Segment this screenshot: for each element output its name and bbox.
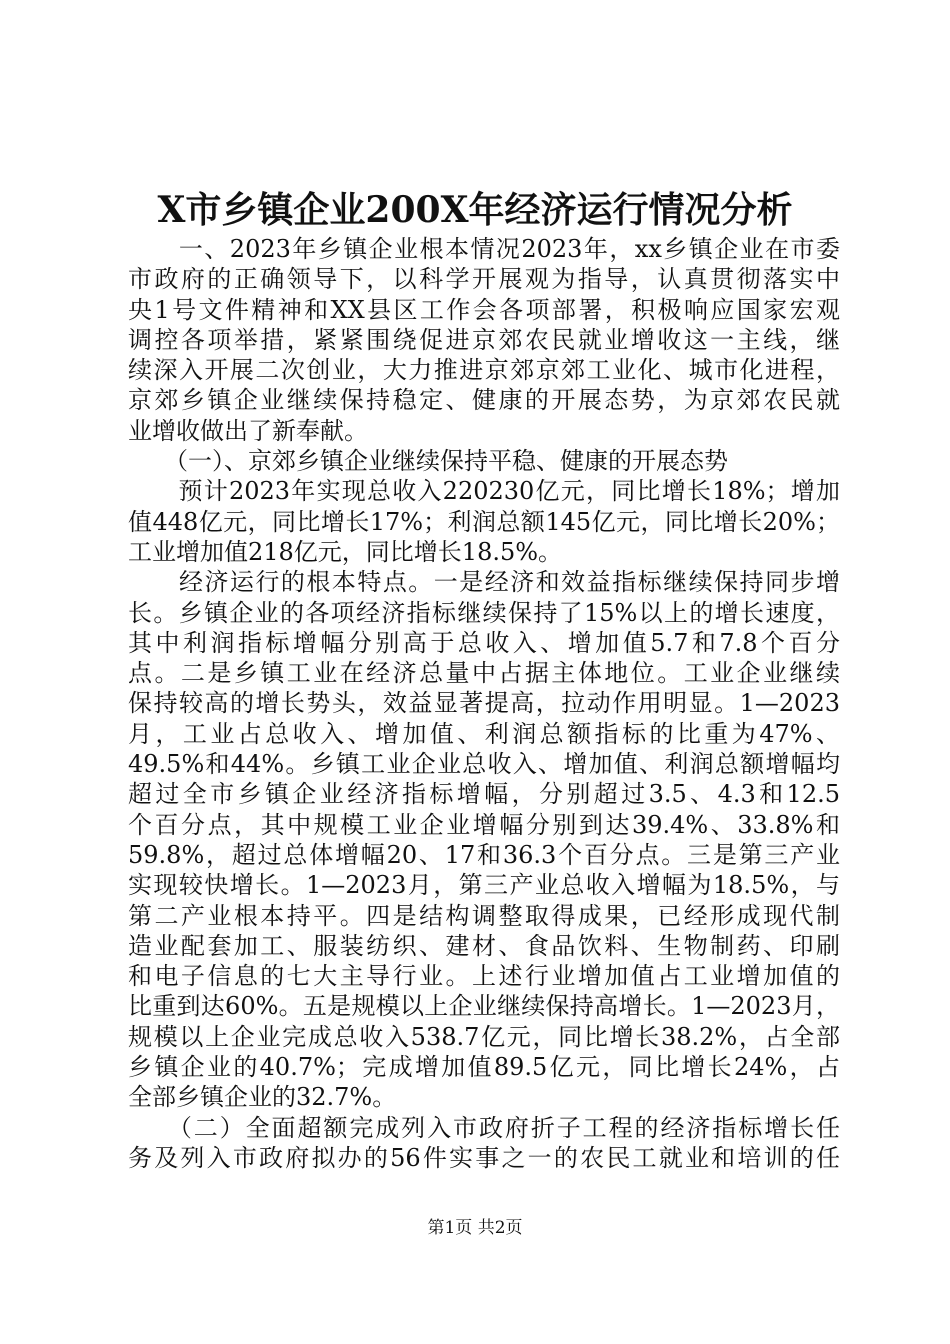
- body-line: 规模以上企业完成总收入538.7亿元，同比增长38.2%，占全部: [128, 1022, 840, 1051]
- body-line: 预计2023年实现总收入220230亿元，同比增长18%；增加: [128, 477, 840, 506]
- document-title: X市乡镇企业200X年经济运行情况分析: [157, 189, 793, 231]
- body-line: 49.5%和44%。乡镇工业企业总收入、增加值、利润总额增幅均: [128, 750, 840, 779]
- body-line: 比重到达60%。五是规模以上企业继续保持高增长。1—2023月，: [128, 992, 840, 1021]
- body-line: 京郊乡镇企业继续保持稳定、健康的开展态势，为京郊农民就: [128, 386, 840, 415]
- section-heading: （一）、京郊乡镇企业继续保持平稳、健康的开展态势: [128, 447, 728, 476]
- body-line: （二）全面超额完成列入市政府折子工程的经济指标增长任: [128, 1113, 840, 1142]
- body-line: 实现较快增长。1—2023月，第三产业总收入增幅为18.5%，与: [128, 871, 840, 900]
- body-line: 值448亿元，同比增长17%；利润总额145亿元，同比增长20%；: [128, 507, 840, 536]
- body-line: 续深入开展二次创业，大力推进京郊京郊工业化、城市化进程，: [128, 356, 840, 385]
- body-line: 月，工业占总收入、增加值、利润总额指标的比重为47%、: [128, 719, 840, 748]
- body-line: 长。乡镇企业的各项经济指标继续保持了15%以上的增长速度，: [128, 598, 840, 627]
- body-line: 一、2023年乡镇企业根本情况2023年，xx乡镇企业在市委: [128, 235, 840, 263]
- body-line: 市政府的正确领导下，以科学开展观为指导，认真贯彻落实中: [128, 265, 840, 294]
- body-line: 其中利润指标增幅分别高于总收入、增加值5.7和7.8个百分: [128, 628, 840, 657]
- body-line: 保持较高的增长势头，效益显著提高，拉动作用明显。1—2023: [128, 689, 840, 718]
- body-line: 超过全市乡镇企业经济指标增幅，分别超过3.5、4.3和12.5: [128, 780, 840, 809]
- body-line: 业增收做出了新奉献。: [128, 416, 368, 445]
- body-line: 全部乡镇企业的32.7%。: [128, 1083, 397, 1112]
- body-line: 和电子信息的七大主导行业。上述行业增加值占工业增加值的: [128, 962, 840, 991]
- document-body: [128, 234, 840, 1173]
- body-line: 59.8%，超过总体增幅20、17和36.3个百分点。三是第三产业: [128, 840, 840, 869]
- page-number-footer: 第1页 共2页: [427, 1218, 523, 1238]
- body-line: 务及列入市政府拟办的56件实事之一的农民工就业和培训的任: [128, 1143, 840, 1172]
- body-line: 央1号文件精神和XX县区工作会各项部署，积极响应国家宏观: [128, 295, 840, 324]
- body-line: 调控各项举措，紧紧围绕促进京郊农民就业增收这一主线，继: [128, 325, 840, 354]
- body-line: 乡镇企业的40.7%；完成增加值89.5亿元，同比增长24%，占: [128, 1053, 840, 1082]
- body-line: 第二产业根本持平。四是结构调整取得成果，已经形成现代制: [128, 901, 840, 930]
- body-line: 点。二是乡镇工业在经济总量中占据主体地位。工业企业继续: [128, 659, 840, 688]
- body-line: 工业增加值218亿元，同比增长18.5%。: [128, 537, 563, 566]
- body-line: 经济运行的根本特点。一是经济和效益指标继续保持同步增: [128, 568, 840, 597]
- body-line: 个百分点，其中规模工业企业增幅分别到达39.4%、33.8%和: [128, 810, 840, 839]
- body-line: 造业配套加工、服装纺织、建材、食品饮料、生物制药、印刷: [128, 931, 840, 960]
